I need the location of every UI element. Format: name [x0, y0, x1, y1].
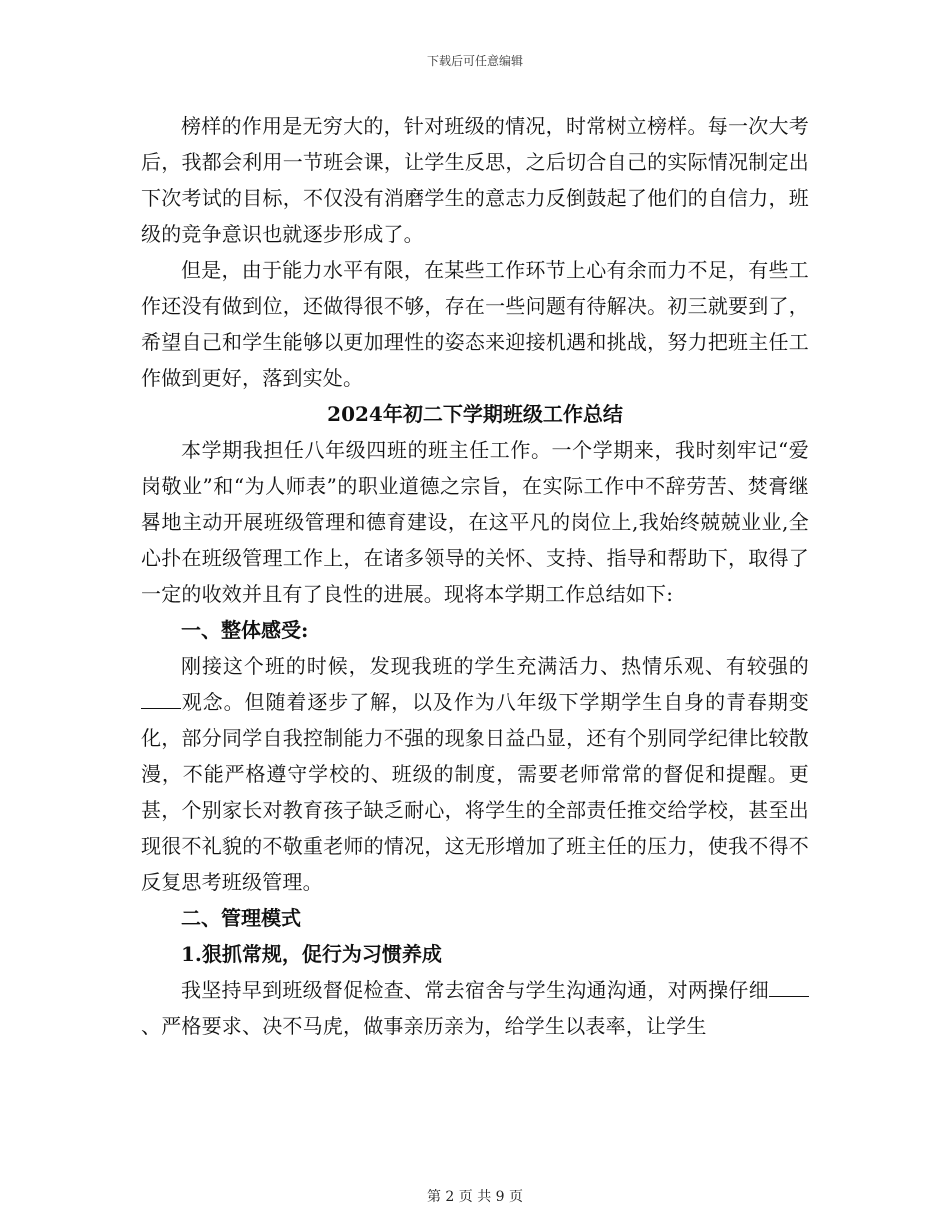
heading-overall-feeling: 一、整体感受:	[181, 618, 309, 642]
page-footer: 第 2 页 共 9 页	[426, 1189, 524, 1205]
paragraph-shortcomings: 但是，由于能力水平有限，在某些工作环节上心有余而力不足，有些工作还没有做到位，还做得很不够，存在一些问题有待解决。初三就要到了，希望自己和学生能够以更加理性的姿态来迎接机遇和挑战，努力把班主任工作做到更好，落到实处。	[141, 258, 809, 390]
paragraph-intro: 本学期我担任八年级四班的班主任工作。一个学期来，我时刻牢记“爱岗敬业”和“为人师表”的职业道德之宗旨，在实际工作中不辞劳苦、焚膏继晷地主动开展班级管理和德育建设，在这平凡的岗位上,我始终兢兢业业,全心扑在班级管理工作上，在诸多领导的关怀、支持、指导和帮助下，取得了一定的收效并且有了良性的进展。现将本学期工作总结如下:	[141, 438, 809, 606]
text-fragment: 、严格要求、决不马虎，做事亲历亲为，给学生以表率，让学生	[141, 1014, 707, 1038]
text-fragment: 我坚持早到班级督促检查、常去宿舍与学生沟通沟通，对两操仔细	[181, 978, 769, 1002]
paragraph-routine	[141, 972, 809, 1044]
fill-blank	[141, 690, 181, 709]
document-body	[141, 108, 809, 1044]
page-header: 下载后可任意编辑	[426, 54, 523, 68]
subheading-routine: 1.狠抓常规，促行为习惯养成	[181, 942, 442, 966]
paragraph-overall-feeling	[141, 648, 809, 900]
heading-management-mode: 二、管理模式	[181, 906, 301, 930]
section-title: 2024年初二下学期班级工作总结	[327, 402, 623, 426]
paragraph-role-models: 榜样的作用是无穷大的，针对班级的情况，时常树立榜样。每一次大考后，我都会利用一节班会课，让学生反思，之后切合自己的实际情况制定出下次考试的目标，不仅没有消磨学生的意志力反倒鼓起了他们的自信力，班级的竞争意识也就逐步形成了。	[141, 114, 809, 246]
fill-blank	[769, 978, 809, 997]
text-fragment: 刚接这个班的时候，发现我班的学生充满活力、热情乐观、有较强的	[181, 654, 809, 678]
text-fragment: 观念。但随着逐步了解，以及作为八年级下学期学生自身的青春期变化，部分同学自我控制能力不强的现象日益凸显，还有个别同学纪律比较散漫，不能严格遵守学校的、班级的制度，需要老师常常的督促和提醒。更甚，个别家长对教育孩子缺乏耐心，将学生的全部责任推交给学校，甚至出现很不礼貌的不敬重老师的情况，这无形增加了班主任的压力，使我不得不反复思考班级管理。	[141, 690, 809, 894]
